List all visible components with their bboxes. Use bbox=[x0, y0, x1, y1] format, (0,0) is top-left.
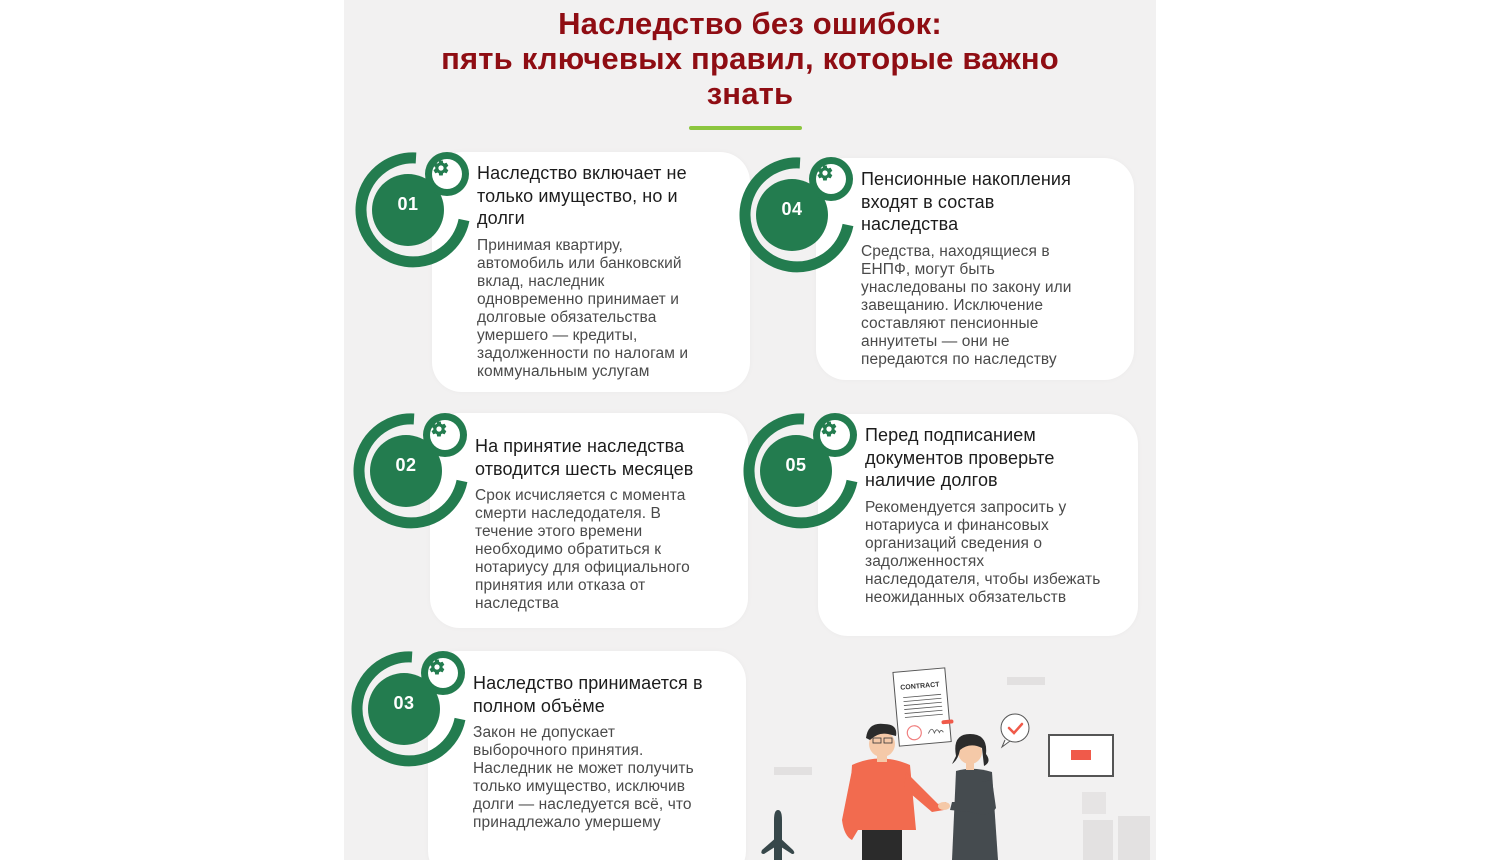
body-line: автомобиль или банковский bbox=[477, 254, 682, 272]
heading-line: входят в состав bbox=[861, 191, 995, 212]
body-line: передаются по наследству bbox=[861, 350, 1057, 368]
heading-line: долги bbox=[477, 208, 525, 228]
body-line: долги — наследуется всё, что bbox=[473, 796, 692, 813]
handshake-contract-illustration bbox=[760, 640, 1156, 860]
heading-line: наличие долгов bbox=[865, 470, 998, 490]
rule-text-03 bbox=[473, 672, 748, 832]
gear-icon bbox=[432, 159, 462, 189]
gear-icon bbox=[428, 658, 458, 688]
rule-heading bbox=[477, 162, 747, 230]
body-line: принятия или отказа от bbox=[475, 577, 646, 594]
title-line-3: знать bbox=[706, 76, 794, 111]
body-line: организаций сведения о bbox=[865, 534, 1043, 552]
heading-line: только имущество, но и bbox=[477, 185, 678, 206]
body-line: течение этого времени bbox=[475, 523, 643, 540]
rule-heading bbox=[475, 435, 750, 480]
body-line: Средства, находящиеся в bbox=[861, 242, 1050, 260]
body-line: нотариуса и финансовых bbox=[865, 516, 1049, 534]
body-line: вклад, наследник bbox=[477, 272, 605, 290]
heading-line: отводится шесть месяцев bbox=[475, 458, 694, 479]
body-line: принадлежало умершему bbox=[473, 814, 661, 831]
svg-text:CONTRACT: CONTRACT bbox=[900, 681, 940, 692]
body-line: Закон не допускает bbox=[473, 724, 616, 741]
body-line: выборочного принятия. bbox=[473, 742, 644, 759]
body-line: задолженностях bbox=[865, 552, 985, 570]
body-line: наследодателя, чтобы избежать bbox=[865, 570, 1101, 588]
picture-frame-icon bbox=[1049, 735, 1113, 776]
heading-line: На принятие наследства bbox=[475, 436, 685, 456]
body-line: Рекомендуется запросить у bbox=[865, 498, 1067, 516]
title-underline-divider bbox=[689, 126, 802, 130]
body-line: долговые обязательства bbox=[477, 308, 657, 326]
body-line: задолженности по налогам и bbox=[477, 344, 689, 362]
gear-icon bbox=[430, 420, 460, 450]
contract-document-icon bbox=[893, 668, 955, 747]
body-line: составляют пенсионные bbox=[861, 314, 1039, 332]
rule-text-05 bbox=[865, 424, 1137, 607]
heading-line: полном объёме bbox=[473, 695, 605, 716]
body-line: только имущество, исключив bbox=[473, 778, 686, 795]
body-line: Принимая квартиру, bbox=[477, 236, 623, 254]
title-line-2: пять ключевых правил, которые важно bbox=[441, 41, 1059, 76]
infographic-panel bbox=[344, 0, 1156, 860]
body-line: унаследованы по закону или bbox=[861, 278, 1072, 296]
gear-icon bbox=[820, 420, 850, 450]
heading-line: Пенсионные накопления bbox=[861, 169, 1071, 189]
man-figure bbox=[842, 724, 946, 860]
heading-line: Наследство включает не bbox=[477, 163, 687, 183]
rule-number: 03 bbox=[393, 693, 415, 713]
rule-heading bbox=[865, 424, 1137, 492]
title-line-1: Наследство без ошибок: bbox=[558, 6, 942, 41]
rule-text-02 bbox=[475, 435, 750, 613]
body-line: наследства bbox=[475, 595, 559, 612]
rule-heading bbox=[473, 672, 748, 717]
rule-heading bbox=[861, 168, 1131, 236]
body-line: аннуитеты — они не bbox=[861, 332, 1010, 350]
body-line: неожиданных обязательств bbox=[865, 588, 1067, 606]
illustration-svg bbox=[760, 640, 1156, 860]
body-line: Наследник не может получить bbox=[473, 760, 694, 777]
rule-badge-01 bbox=[354, 150, 474, 270]
rule-number: 02 bbox=[395, 455, 417, 475]
body-line: коммунальным услугам bbox=[477, 362, 650, 380]
rule-number: 01 bbox=[397, 194, 419, 214]
rule-number: 04 bbox=[781, 199, 803, 219]
rule-body bbox=[473, 724, 748, 832]
body-line: ЕНПФ, могут быть bbox=[861, 260, 995, 278]
check-bubble-icon bbox=[1001, 714, 1029, 747]
page-title bbox=[344, 6, 1156, 111]
rule-body bbox=[475, 487, 750, 613]
rule-body bbox=[865, 499, 1137, 607]
body-line: одновременно принимает и bbox=[477, 290, 680, 308]
body-line: нотариусу для официального bbox=[475, 559, 690, 576]
rule-badge-03 bbox=[350, 649, 470, 769]
heading-line: Наследство принимается в bbox=[473, 673, 703, 693]
body-line: умершего — кредиты, bbox=[477, 326, 638, 344]
heading-line: документов проверьте bbox=[865, 447, 1055, 468]
body-line: Срок исчисляется с момента bbox=[475, 487, 686, 504]
rule-badge-04 bbox=[738, 155, 858, 275]
woman-figure bbox=[938, 734, 998, 860]
rule-text-01 bbox=[477, 162, 747, 381]
rule-badge-02 bbox=[352, 411, 472, 531]
body-line: смерти наследодателя. В bbox=[475, 505, 661, 522]
rule-body bbox=[477, 237, 747, 381]
heading-line: наследства bbox=[861, 214, 959, 234]
rule-text-04 bbox=[861, 168, 1131, 369]
rule-badge-05 bbox=[742, 411, 862, 531]
body-line: необходимо обратиться к bbox=[475, 541, 662, 558]
plant-icon bbox=[761, 810, 794, 860]
heading-line: Перед подписанием bbox=[865, 425, 1036, 445]
gear-icon bbox=[816, 164, 846, 194]
rule-number: 05 bbox=[785, 455, 807, 475]
body-line: завещанию. Исключение bbox=[861, 296, 1044, 314]
rule-body bbox=[861, 243, 1131, 369]
